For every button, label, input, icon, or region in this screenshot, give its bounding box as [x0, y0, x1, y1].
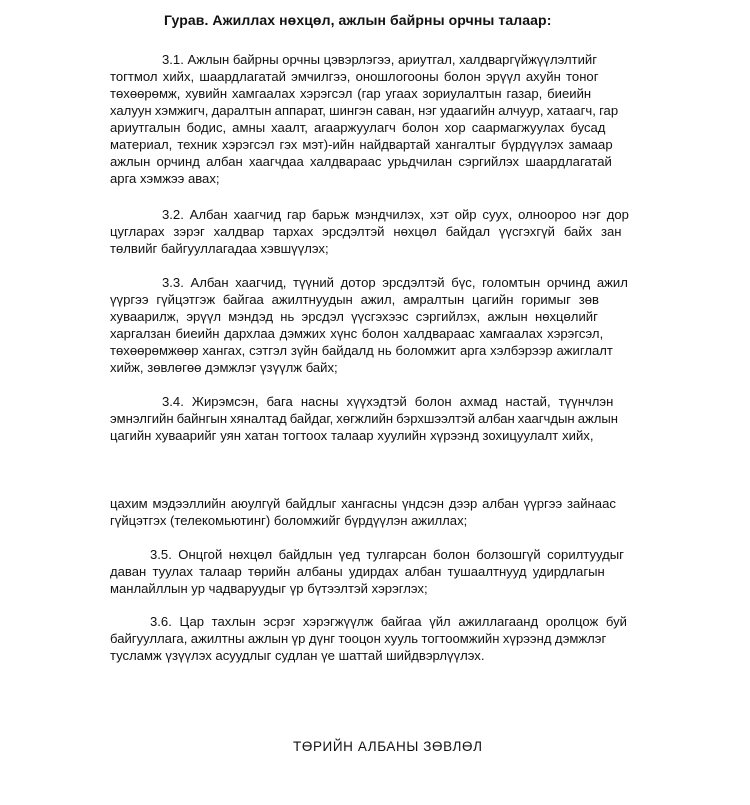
text-line: ариутгалын бодис, амны хаалт, агааржуулагч болон хор саармагжуулах бусад [110, 120, 606, 135]
text-line: тогтмол хийх, шаардлагатай эмчилгээ, оношлогооны болон эрүүл ахуйн тоног [110, 69, 599, 84]
text-line: төхөөрөмж, хувийн хамгаалах хэрэгсэл (гар угаах зориулалтын газар, биеийн [110, 86, 592, 101]
text-line: ажлын орчинд албан хаагчдаа халдвараас урьдчилан сэргийлэх шаардлагатай [110, 154, 612, 169]
text-line: 3.3. Албан хаагчид, түүний дотор эрсдэлтэй бүс, голомтын орчинд ажил [162, 275, 628, 290]
text-line: төлвийг байгууллагадаа хэвшүүлэх; [110, 241, 329, 256]
text-line: цахим мэдээллийн аюулгүй байдлыг хангасны үндсэн дээр албан үүргээ зайнаас [110, 496, 616, 511]
text-line: цагийн хуваарийг уян хатан тогтоох талаар хуулийн хүрээнд зохицуулалт хийх, [110, 428, 594, 443]
text-line: 3.6. Цар тахлын эсрэг хэрэгжүүлж байгаа үйл ажиллагаанд оролцож буй [150, 614, 627, 629]
paragraph-3-2 [110, 206, 630, 257]
text-line: манлайллын ур чадваруудыг үр бүтээлтэй хэрэглэх; [110, 581, 428, 596]
text-line: харгалзан биеийн дархлаа дэмжих хүнс болон халдвараас хамгаалах хэрэгсэл, [110, 326, 604, 341]
signature-council: ТӨРИЙН АЛБАНЫ ЗӨВЛӨЛ [293, 739, 483, 754]
text-line: тусламж үзүүлэх асуудлыг судлан үе шаттай шийдвэрлүүлэх. [110, 648, 485, 663]
text-line: материал, техник хэрэгсэл гэх мэт)-ийн найдвартай хангалтыг бүрдүүлэх замаар [110, 137, 613, 152]
paragraph-3-3 [110, 274, 630, 376]
text-line: байгууллага, ажилтны ажлын үр дүнг тооцон хууль тогтоомжийн хүрээнд дэмжлэг [110, 631, 607, 646]
text-line: хуваарилж, эрүүл мэндэд нь эрсдэл үүсгэхээс сэргийлэх, ажлын нөхцөлийг [110, 309, 598, 324]
text-line: цугларах зэрэг халдвар тархах эрсдэлтэй нөхцөл байдал үүсгэхгүй байх зан [110, 224, 622, 239]
text-line: гүйцэтгэх (телекомьютинг) боломжийг бүрдүүлэн ажиллах; [110, 513, 468, 528]
paragraph-3-5 [110, 546, 630, 597]
text-line: 3.5. Онцгой нөхцөл байдлын үед тулгарсан болон болзошгүй сорилтуудыг [150, 547, 624, 562]
text-line: даван туулах талаар төрийн албаны удирдах албан тушаалтнууд удирдлагын [110, 564, 605, 579]
text-line: халуун хэмжигч, даралтын аппарат, шингэн саван, нэг удаагийн алчуур, хатаагч, гар [110, 103, 619, 118]
text-line: төхөөрөмжөөр хангах, сэтгэл зүйн байдалд нь боломжит арга хэлбэрээр ажиглалт [110, 343, 613, 358]
text-line: 3.4. Жирэмсэн, бага насны хүүхэдтэй болон ахмад настай, түүнчлэн [162, 394, 614, 409]
section-heading: Гурав. Ажиллах нөхцөл, ажлын байрны орчны талаар: [164, 12, 552, 28]
paragraph-continuation [110, 495, 630, 529]
text-line: хийж, зөвлөгөө дэмжлэг үзүүлж байх; [110, 360, 338, 375]
text-line: 3.1. Ажлын байрны орчны цэвэрлэгээ, ариутгал, халдваргүйжүүлэлтийг [162, 52, 598, 67]
text-line: эмнэлгийн байнгын хяналтад байдаг, хөгжлийн бэрхшээлтэй албан хаагчдын ажлын [110, 411, 619, 426]
paragraph-3-1 [110, 51, 630, 187]
paragraph-3-6 [110, 613, 630, 664]
text-line: арга хэмжээ авах; [110, 171, 220, 186]
text-line: үүргээ гүйцэтгэж байгаа ажилтнуудын ажил, амралтын цагийн горимыг зөв [110, 292, 599, 307]
paragraph-3-4 [110, 393, 630, 444]
text-line: 3.2. Албан хаагчид гар барьж мэндчилэх, хэт ойр суух, олноороо нэг дор [162, 207, 629, 222]
